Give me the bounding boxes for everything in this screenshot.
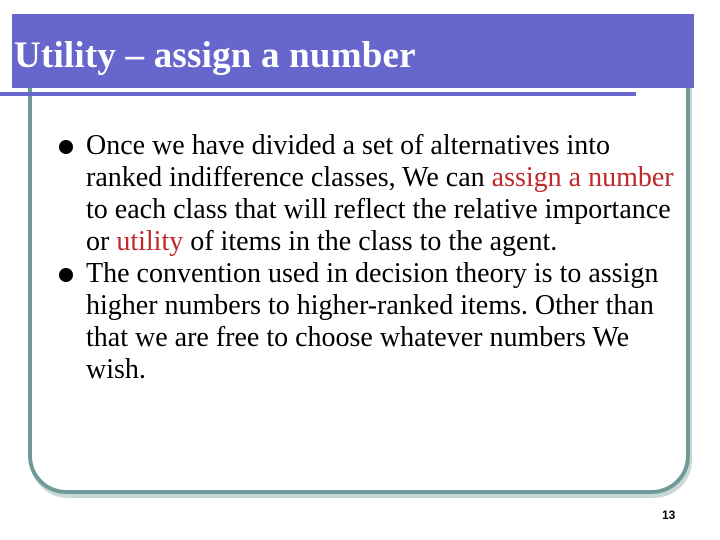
bullet-item-1	[56, 130, 676, 258]
bullet-text: Once we have divided a set of alternatives into ranked indifference classes, We can	[86, 130, 611, 193]
title-underline	[0, 92, 636, 96]
bullet-text: The convention used in decision theory is to assign higher numbers to higher-ranked items. Other than that we are free to choose whatever numbers We wish.	[86, 258, 659, 385]
bullet-text: of items in the class to the agent.	[183, 226, 558, 257]
page-number: 13	[662, 508, 676, 522]
slide-title: Utility – assign a number	[14, 35, 416, 76]
bullet-item-2	[56, 258, 676, 386]
bullet-dot-icon	[59, 140, 73, 154]
bullet-text: to each class that will reflect the relative importance or	[86, 194, 671, 257]
highlighted-term: utility	[116, 226, 184, 257]
bullet-dot-icon	[59, 268, 73, 282]
highlighted-term: assign a number	[491, 162, 674, 193]
bullet-list	[56, 130, 676, 386]
